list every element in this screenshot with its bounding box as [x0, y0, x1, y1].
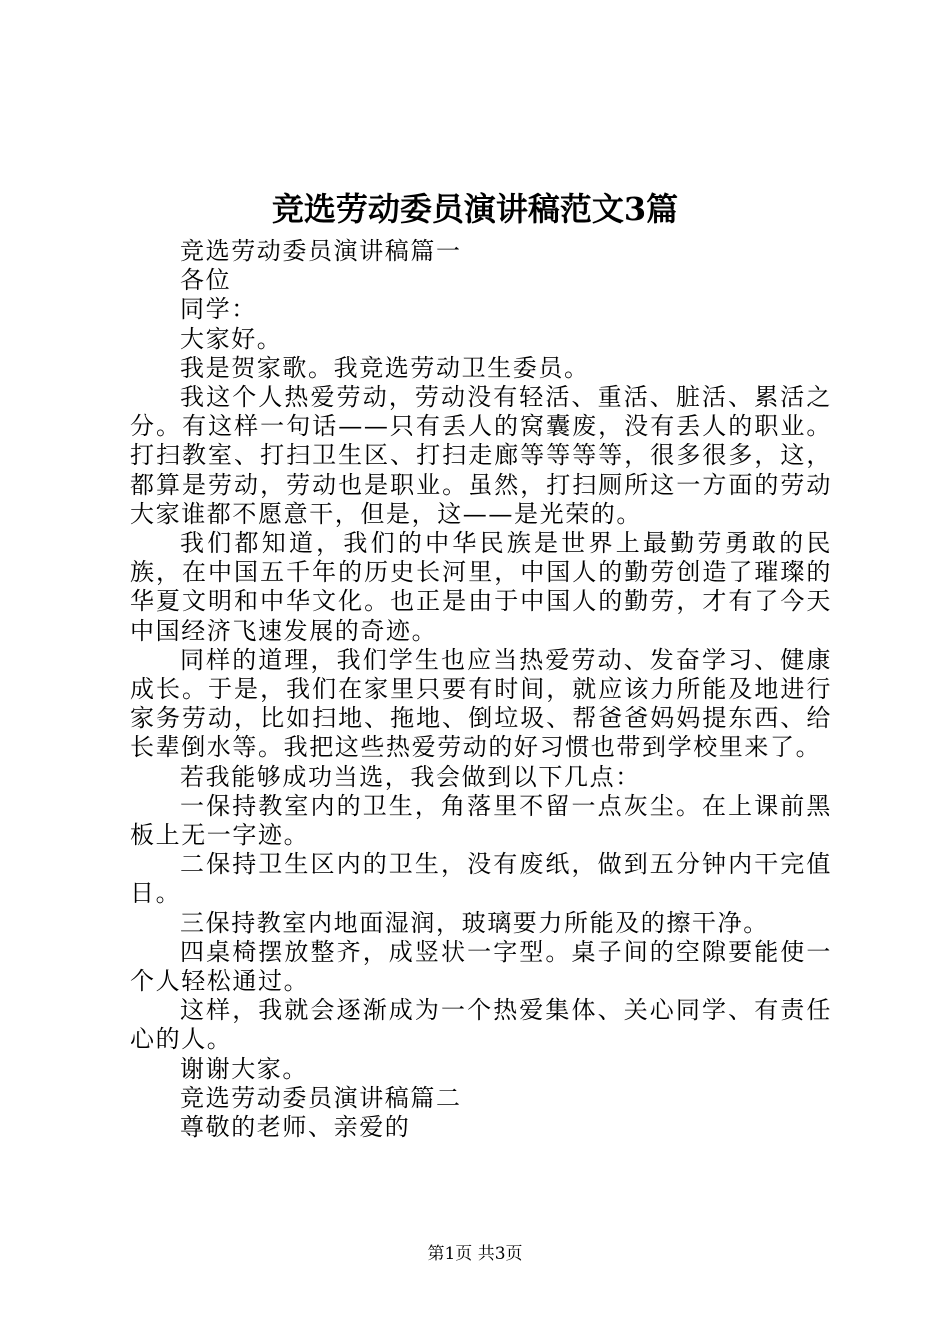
- salutation-line: 同学：: [180, 295, 257, 324]
- document-title: 竞选劳动委员演讲稿范文3篇: [271, 190, 679, 228]
- body-paragraph: 我这个人热爱劳动，劳动没有轻活、重活、脏活、累活之分。有这样一句话——只有丢人的窝囊废，没有丢人的职业。打扫教室、打扫卫生区、打扫走廊等等等等，很多很多，这，都算是劳动，劳动也是职业。虽然，打扫厕所这一方面的劳动大家谁都不愿意干，但是，这——是光荣的。: [130, 383, 832, 528]
- document-body: [130, 237, 832, 1142]
- body-paragraph: 若我能够成功当选，我会做到以下几点：: [180, 762, 641, 791]
- body-paragraph: 我们都知道，我们的中华民族是世界上最勤劳勇敢的民族，在中国五千年的历史长河里，中国人的勤劳创造了璀璨的华夏文明和中华文化。也正是由于中国人的勤劳，才有了今天中国经济飞速发展的奇迹。: [130, 529, 832, 645]
- page-footer: 第1页 共3页: [427, 1244, 523, 1264]
- body-paragraph: 同样的道理，我们学生也应当热爱劳动、发奋学习、健康成长。于是，我们在家里只要有时间，就应该力所能及地进行家务劳动，比如扫地、拖地、倒垃圾、帮爸爸妈妈提东西、给长辈倒水等。我把这些热爱劳动的好习惯也带到学校里来了。: [130, 645, 832, 762]
- list-item: 四桌椅摆放整齐，成竖状一字型。桌子间的空隙要能使一个人轻松通过。: [130, 937, 832, 996]
- list-item: 一保持教室内的卫生，角落里不留一点灰尘。在上课前黑板上无一字迹。: [130, 791, 832, 850]
- salutation-line: 各位: [180, 266, 232, 295]
- list-item: 三保持教室内地面湿润，玻璃要力所能及的擦干净。: [180, 908, 769, 937]
- greeting-line: 大家好。: [180, 324, 283, 353]
- body-paragraph: 这样，我就会逐渐成为一个热爱集体、关心同学、有责任心的人。: [130, 996, 832, 1054]
- section-heading: 竞选劳动委员演讲稿篇一: [180, 237, 462, 265]
- list-item: 二保持卫生区内的卫生，没有废纸，做到五分钟内干完值日。: [130, 850, 832, 908]
- section-heading: 竞选劳动委员演讲稿篇二: [180, 1083, 462, 1112]
- body-paragraph: 我是贺家歌。我竞选劳动卫生委员。: [180, 353, 590, 382]
- closing-line: 谢谢大家。: [180, 1054, 308, 1083]
- salutation-line: 尊敬的老师、亲爱的: [180, 1113, 411, 1142]
